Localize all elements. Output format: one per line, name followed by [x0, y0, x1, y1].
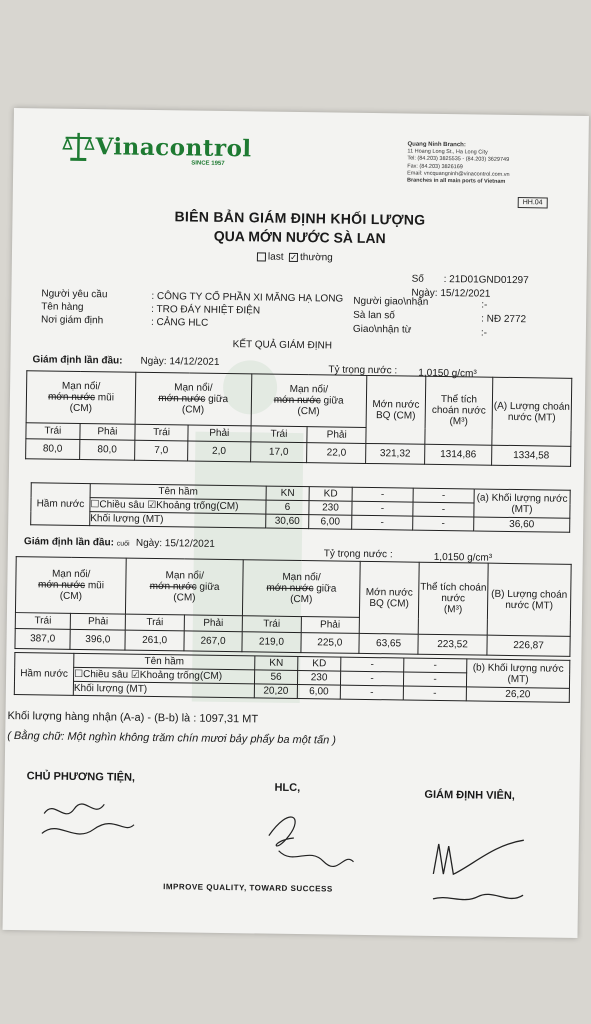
col-trai: Trái	[26, 423, 80, 440]
sign-chu-phuong-tien: CHỦ PHƯƠNG TIỆN,	[26, 770, 136, 784]
dash: -	[340, 671, 403, 686]
dash: -	[404, 658, 467, 673]
gd2-head-mui: Mạn nổi/ mớn nước mũi (CM)	[15, 557, 126, 615]
gd1-draft-table	[25, 367, 572, 467]
gd1-val: 80,0	[26, 439, 80, 460]
ten-hang-label: Tên hàng	[41, 301, 84, 313]
gd1-val: 321,32	[366, 443, 425, 464]
gd2-cs-kd: 230	[297, 671, 340, 686]
doc-subtitle: QUA MỚN NƯỚC SÀ LAN	[213, 227, 386, 247]
dash: -	[352, 487, 413, 502]
so-label: Số	[411, 273, 424, 285]
gd1-khoi-luong: Khối lượng (MT)	[90, 512, 266, 528]
gd2-val: 63,65	[359, 633, 418, 654]
gd1-ty-trong-value: 1,0150 g/cm³	[418, 367, 477, 380]
brand-name: Vinacontrol	[95, 132, 252, 162]
gd2-khoi-luong: Khối lượng (MT)	[73, 681, 254, 698]
gd1-val: 80,0	[79, 439, 135, 460]
gd1-kd: KD	[309, 487, 352, 502]
gd2-head-tt: Thể tích choán nước (M³)	[418, 562, 488, 635]
gd1-head-bq: Mớn nước BQ (CM)	[366, 375, 426, 444]
dash: -	[403, 686, 466, 701]
gd2-head-lg: (B) Lượng choán nước (MT)	[487, 563, 571, 636]
gd2-ty-trong-value: 1,0150 g/cm³	[433, 551, 493, 564]
dash: -	[341, 657, 404, 672]
gd2-ballast-table	[14, 652, 571, 703]
summary: Khối lượng hàng nhận (A-a) - (B-b) là : 1097,31 MT	[7, 709, 259, 726]
signature-hlc	[248, 795, 369, 877]
ngay-value: Ngày: 15/12/2021	[411, 287, 491, 300]
gd2-ham: Hầm nước	[14, 653, 74, 696]
col-phai: Phải	[70, 613, 125, 630]
so-value: : 21D01GND01297	[443, 274, 529, 287]
dash: -	[413, 502, 474, 517]
nguoi-giao-value: :-	[481, 299, 488, 311]
gd1-val: 22,0	[307, 443, 366, 464]
ket-qua-heading: KẾT QUẢ GIÁM ĐỊNH	[232, 339, 333, 352]
gd1-head-giua: Mạn nổi/ mớn nước giữa (CM)	[135, 372, 251, 426]
gd2-head-giua: Mạn nổi/ mớn nước giữa (CM)	[126, 558, 244, 616]
vinacontrol-logo	[61, 129, 252, 166]
last-checkbox	[257, 252, 266, 261]
col-trai: Trái	[250, 426, 307, 443]
gd2-head-bq: Mớn nước BQ (CM)	[359, 561, 419, 634]
gd2-val: 225,0	[300, 633, 359, 654]
gd2-label: Giám định lần đầu: cuối	[23, 536, 130, 549]
gd2-kd: KD	[298, 657, 341, 672]
thuong-checkbox: ✓	[290, 252, 297, 262]
bang-chu: ( Bằng chữ: Một nghìn không trăm chín mươi bảy phẩy ba một tấn )	[7, 729, 337, 747]
gd2-kl-kd: 6,00	[297, 685, 340, 700]
col-phai: Phải	[307, 427, 366, 444]
gd1-ballast-table	[30, 482, 571, 533]
col-trai: Trái	[126, 614, 185, 631]
gd2-date: Ngày: 15/12/2021	[135, 537, 215, 550]
gd1-kl-kn: 30,60	[266, 514, 309, 529]
gd1-label: Giám định lần đầu:	[32, 354, 123, 367]
gd1-a-val: 36,60	[474, 517, 570, 532]
gd1-ten-ham: Tên hầm	[90, 484, 266, 500]
noi-gd-value: : CẢNG HLC	[150, 316, 209, 329]
form-code: HH.04	[518, 197, 548, 208]
slogan: IMPROVE QUALITY, TOWARD SUCCESS	[163, 882, 333, 894]
gd1-head-lai: Mạn nổi/ mớn nước giữa (CM)	[251, 374, 367, 428]
col-phai: Phải	[80, 423, 135, 440]
gd2-val: 396,0	[70, 629, 125, 650]
gd1-chieu-sau: ☐Chiều sâu ☑Khoảng trống(CM)	[90, 498, 266, 514]
nguoi-yeu-cau-value: : CÔNG TY CỔ PHẦN XI MĂNG HẠ LONG	[151, 290, 344, 305]
noi-gd-label: Nơi giám định	[40, 314, 104, 327]
gd2-kl-kn: 20,20	[254, 684, 297, 699]
dash: -	[403, 672, 466, 687]
gd2-ten-ham: Tên hầm	[74, 653, 255, 670]
gd2-draft-table	[14, 556, 571, 657]
gd1-val: 7,0	[135, 440, 188, 461]
brand-since: SINCE 1957	[191, 160, 225, 167]
gd1-val: 2,0	[188, 441, 251, 462]
signature-owner	[34, 788, 145, 850]
sign-giam-dinh-vien: GIÁM ĐỊNH VIÊN,	[424, 788, 515, 803]
col-phai: Phải	[301, 617, 360, 634]
col-phai: Phải	[184, 615, 243, 632]
gd2-b-val: 26,20	[466, 687, 569, 702]
document-page	[3, 108, 589, 938]
gd1-val: 1334,58	[492, 445, 571, 466]
branch-info: Quang Ninh Branch: 11 Hoang Long St., Ha Long City Tel: (84.203) 3825535 - (84.203) 3629749 Fax: (84.203) 3826169 Email: vncquangninh@vinacontrol.com.vn Branches in all main ports of Vietnam	[406, 141, 510, 185]
col-phai: Phải	[188, 425, 251, 442]
scales-icon	[61, 129, 95, 163]
nguoi-giao-label: Người giao\nhận	[353, 295, 429, 308]
col-trai: Trái	[15, 613, 70, 630]
sign-hlc: HLC,	[274, 781, 301, 795]
dash: -	[352, 501, 413, 516]
gd2-kn: KN	[255, 656, 298, 671]
gd2-val: 219,0	[242, 632, 301, 653]
sa-lan-label: Sà lan số	[353, 309, 395, 322]
gd2-val: 226,87	[487, 635, 570, 656]
gd1-ham: Hầm nước	[31, 483, 91, 526]
gd1-a-kl-label: (a) Khối lượng nước (MT)	[474, 489, 570, 518]
gd1-head-tt: Thể tích choán nước (M³)	[425, 376, 493, 445]
gd2-val: 223,52	[418, 634, 487, 655]
gd2-val: 387,0	[15, 629, 70, 650]
sa-lan-value: : NĐ 2772	[481, 313, 527, 326]
giao-nhan-tu-label: Giao\nhận từ	[352, 323, 412, 336]
gd1-head-mui: Mạn nổi/ mớn nước mũi (CM)	[26, 371, 136, 425]
ten-hang-value: : TRO ĐÁY NHIỆT ĐIỆN	[151, 303, 261, 317]
dash: -	[340, 685, 403, 700]
gd1-kn: KN	[266, 486, 309, 501]
gd2-val: 267,0	[184, 631, 243, 652]
gd1-head-lg: (A) Lượng choán nước (MT)	[492, 377, 572, 446]
nguoi-yeu-cau-label: Người yêu cầu	[41, 288, 108, 301]
gd2-b-kl-label: (b) Khối lượng nước (MT)	[466, 659, 569, 688]
col-trai: Trái	[135, 424, 188, 441]
gd2-ty-trong-label: Tỷ trọng nước :	[323, 548, 393, 561]
gd1-cs-kn: 6	[266, 500, 309, 515]
gd1-val: 17,0	[250, 442, 307, 463]
gd1-ty-trong-label: Tỷ trọng nước :	[328, 364, 398, 377]
gd1-cs-kd: 230	[309, 501, 352, 516]
dash: -	[352, 515, 413, 530]
gd2-val: 261,0	[125, 630, 184, 651]
col-trai: Trái	[242, 616, 301, 633]
doc-title: BIÊN BẢN GIÁM ĐỊNH KHỐI LƯỢNG	[174, 208, 426, 228]
giao-nhan-tu-value: :-	[480, 327, 488, 339]
gd1-val: 1314,86	[425, 444, 492, 465]
dash: -	[413, 516, 474, 531]
signature-inspector	[413, 824, 544, 916]
gd1-kl-kd: 6,00	[309, 515, 352, 530]
gd2-cs-kn: 56	[254, 670, 297, 685]
gd2-head-lai: Mạn nổi/ mớn nước giữa (CM)	[243, 560, 361, 618]
dash: -	[413, 488, 474, 503]
inspection-type-options: last ✓ thường	[257, 251, 333, 263]
gd2-chieu-sau: ☐Chiều sâu ☑Khoảng trống(CM)	[74, 667, 255, 684]
gd1-date: Ngày: 14/12/2021	[140, 355, 220, 368]
